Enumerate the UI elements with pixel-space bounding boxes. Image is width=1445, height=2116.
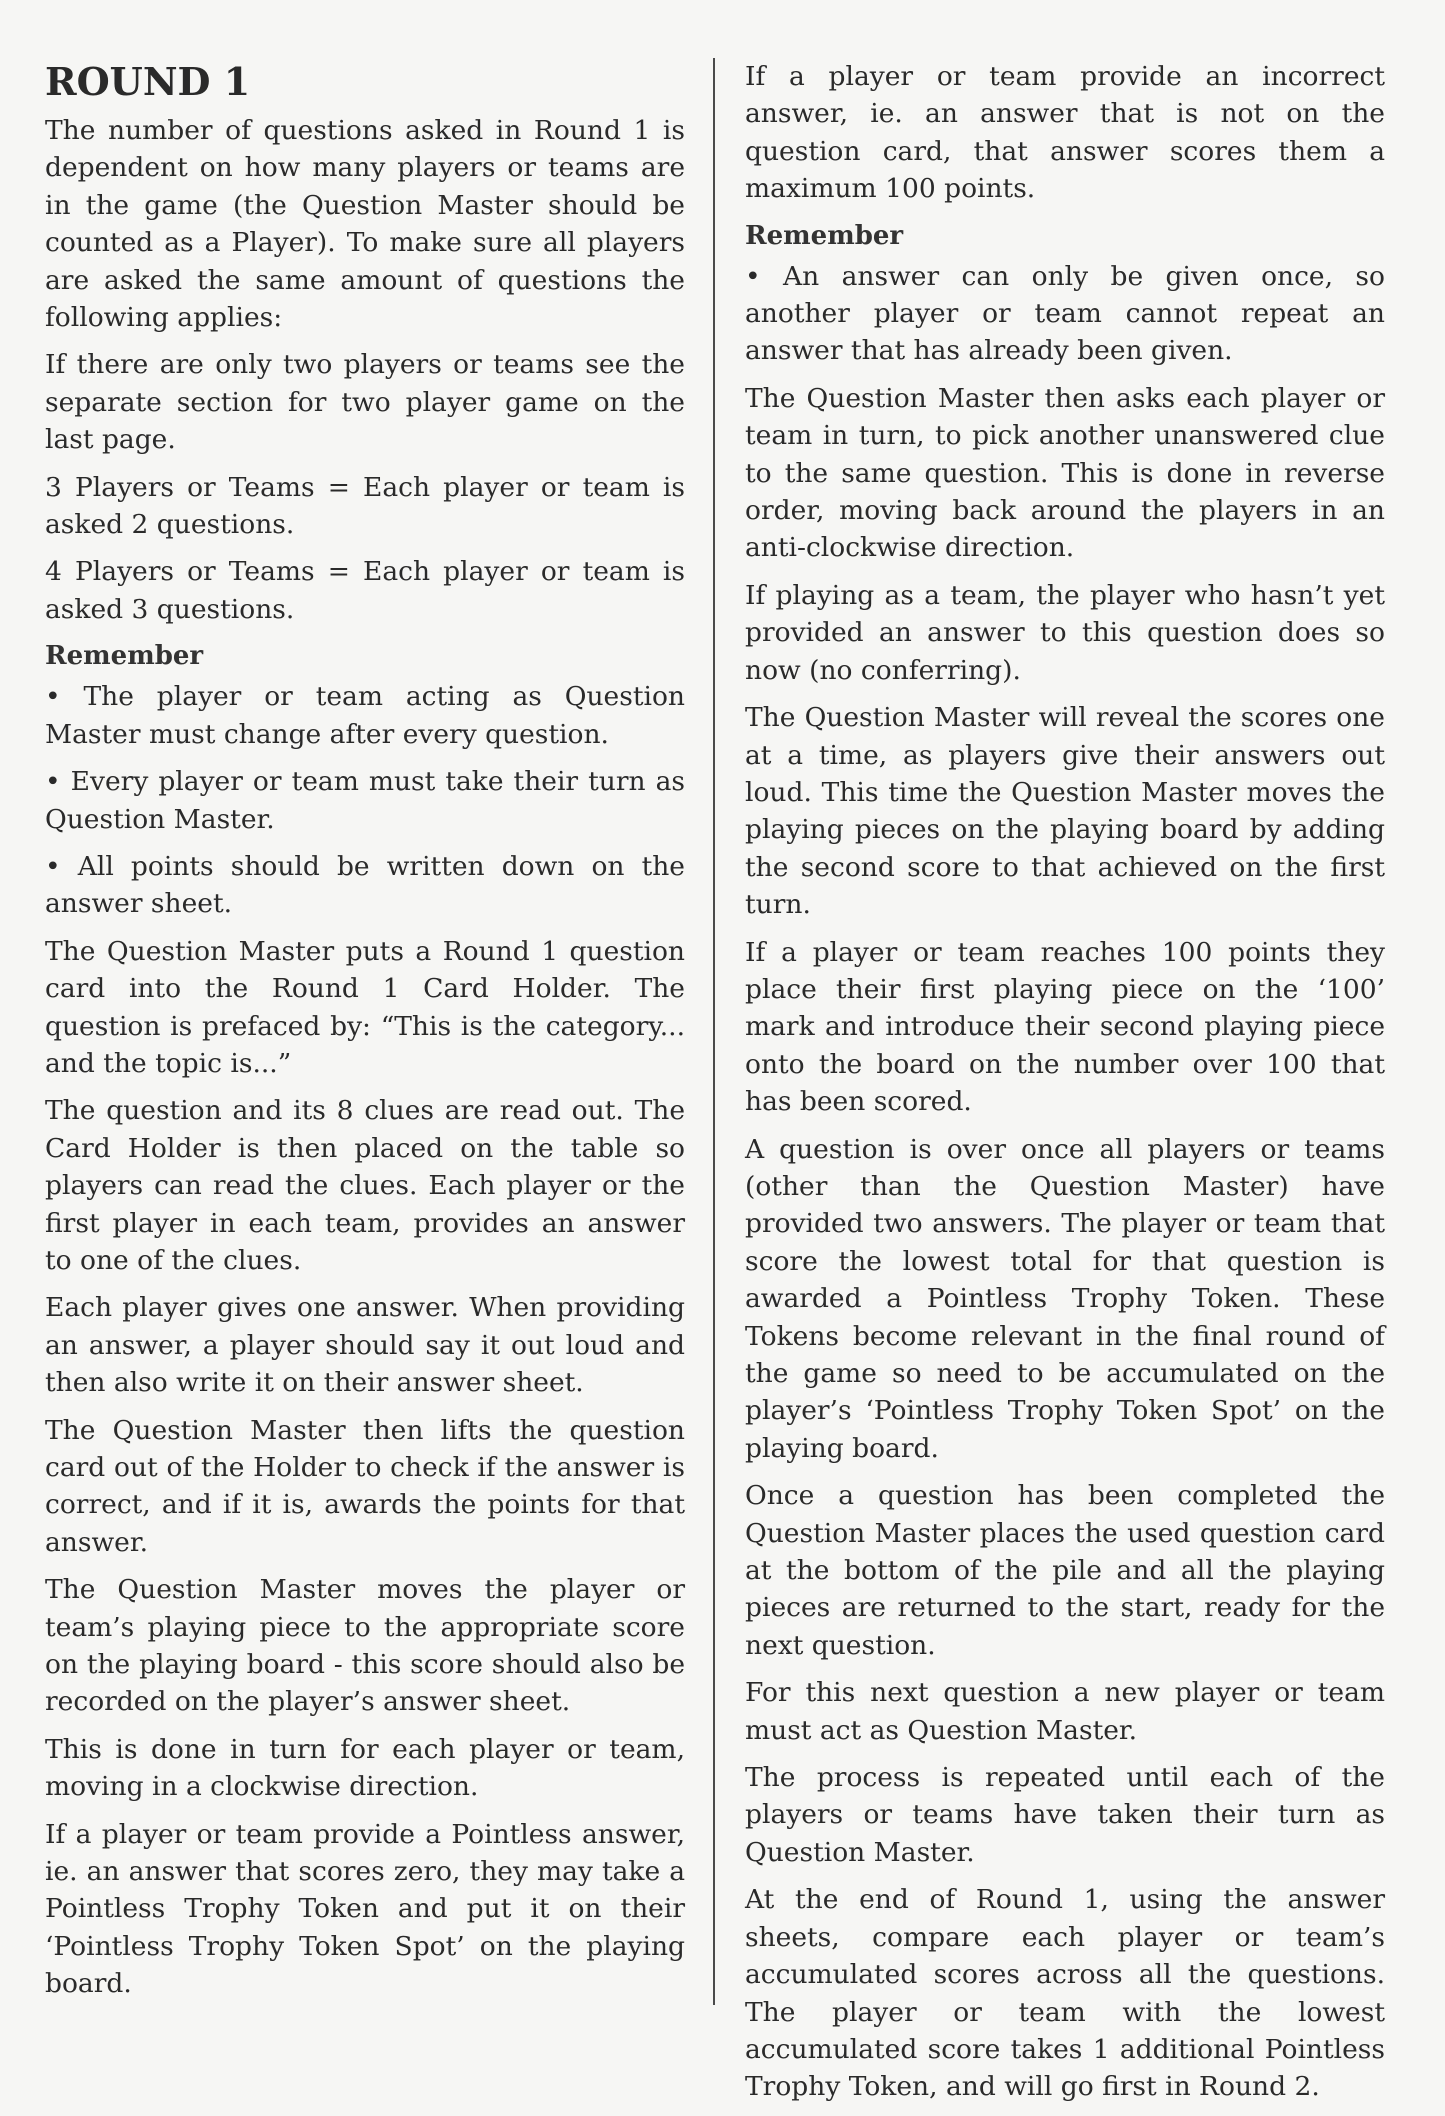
clues-paragraph: The question and its 8 clues are read out. The Card Holder is then placed on the table so players can read the clues. Each player or the first player in each team, provides an answer to one of the clues. xyxy=(45,1095,685,1276)
move-piece-paragraph: The Question Master moves the player or team’s playing piece to the appropriate score on the playing board - this score should also be recorded on the player’s answer sheet. xyxy=(45,1574,685,1718)
remember-bullet: • An answer can only be given once, so another player or team cannot repeat an answer that has already been given. xyxy=(745,258,1385,370)
reveal-scores-paragraph: The Question Master will reveal the scores one at a time, as players give their answers out loud. This time the Question Master moves the playing pieces on the playing board by adding the second score to that achieved on the first turn. xyxy=(745,702,1385,921)
two-player-note: If there are only two players or teams see the separate section for two player game on the last page. xyxy=(45,349,685,456)
incorrect-answer-paragraph: If a player or team provide an incorrect answer, ie. an answer that is not on the question card, that answer scores them a maximum 100 points. xyxy=(745,61,1385,205)
remember-heading: Remember xyxy=(45,641,204,672)
end-of-round-paragraph: At the end of Round 1, using the answer sheets, compare each player or team’s accumulated scores across all the questions. The player or team with the lowest accumulated score takes 1 additional Pointless Trophy Token, and will go first in Round 2. xyxy=(745,1884,1385,2103)
check-answer-paragraph: The Question Master then lifts the question card out of the Holder to check if the answer is correct, and if it is, awards the points for that answer. xyxy=(45,1414,685,1558)
next-question-paragraph: For this next question a new player or team must act as Question Master. xyxy=(745,1677,1385,1746)
intro-paragraph: The number of questions asked in Round 1 is dependent on how many players or teams are in the game (the Question Master should be counted as a Player). To make sure all players are asked the same amount of questions the following applies: xyxy=(45,115,685,334)
card-holder-paragraph: The Question Master puts a Round 1 question card into the Round 1 Card Holder. The question is prefaced by: “This is the category... and the topic is...” xyxy=(45,935,685,1079)
question-over-paragraph: A question is over once all players or teams (other than the Question Master) have provided two answers. The player or team that score the lowest total for that question is awarded a Pointless Trophy Token. These Tokens become relevant in the final round of the game so need to be accumulated on the player’s ‘Pointless Trophy Token Spot’ on the playing board. xyxy=(745,1133,1385,1464)
left-column xyxy=(45,58,685,2013)
remember-bullet: • Every player or team must take their turn as Question Master. xyxy=(45,763,685,838)
remember-bullet: • The player or team acting as Question Master must change after every question. xyxy=(45,678,685,753)
remember-bullet: • All points should be written down on the answer sheet. xyxy=(45,848,685,923)
answer-paragraph: Each player gives one answer. When providing an answer, a player should say it out loud and then also write it on their answer sheet. xyxy=(45,1292,685,1399)
four-players-rule: 4 Players or Teams = Each player or team is asked 3 questions. xyxy=(45,556,685,625)
pointless-answer-paragraph: If a player or team provide a Pointless answer, ie. an answer that scores zero, they may take a Pointless Trophy Token and put it on their ‘Pointless Trophy Token Spot’ on the playing board. xyxy=(45,1818,685,2000)
clockwise-paragraph: This is done in turn for each player or team, moving in a clockwise direction. xyxy=(45,1733,685,1803)
remember-heading: Remember xyxy=(745,220,904,251)
hundred-points-paragraph: If a player or team reaches 100 points they place their first playing piece on the ‘100’ mark and introduce their second playing piece onto the board on the number over 100 that has been scored. xyxy=(745,936,1385,1118)
column-divider xyxy=(713,58,715,2005)
three-players-rule: 3 Players or Teams = Each player or team is asked 2 questions. xyxy=(45,471,685,541)
process-repeat-paragraph: The process is repeated until each of the players or teams have taken their turn as Question Master. xyxy=(745,1762,1385,1868)
question-completed-paragraph: Once a question has been completed the Question Master places the used question card at the bottom of the pile and all the playing pieces are returned to the start, ready for the next question. xyxy=(745,1480,1385,1661)
round-1-heading: ROUND 1 xyxy=(45,59,251,104)
team-play-paragraph: If playing as a team, the player who hasn’t yet provided an answer to this question does so now (no conferring). xyxy=(745,579,1385,686)
reverse-order-paragraph: The Question Master then asks each player or team in turn, to pick another unanswered clue to the same question. This is done in reverse order, moving back around the players in an anti-clockwise direction. xyxy=(745,382,1385,564)
right-column xyxy=(745,58,1385,2116)
